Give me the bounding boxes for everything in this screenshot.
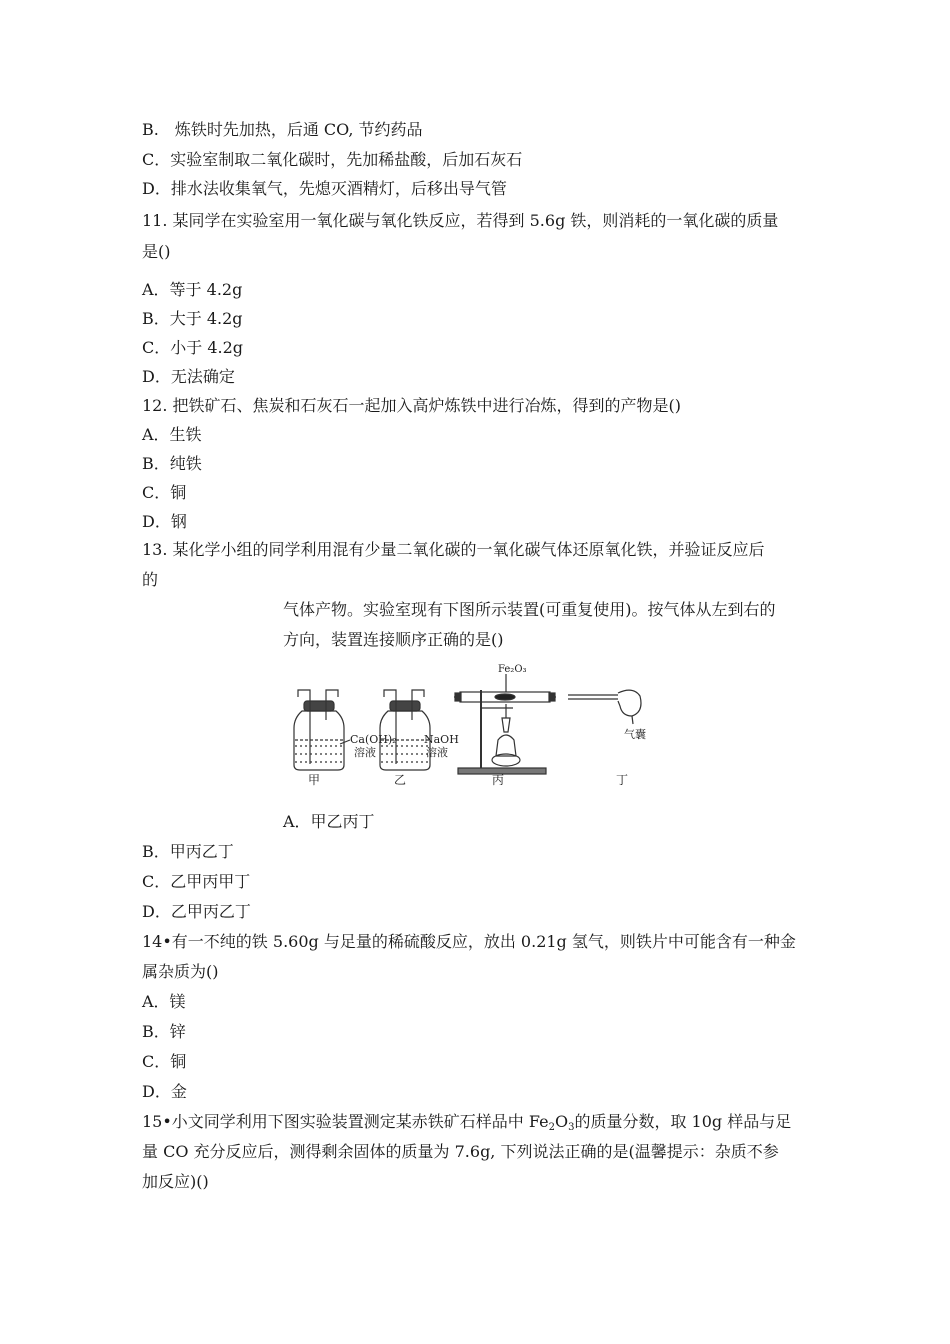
bottle-yi [380,690,430,770]
option-b-q10: B. 炼铁时先加热，后通 CO, 节约药品 [142,120,423,139]
question-15-line-3: 加反应)() [142,1172,209,1191]
question-11-line-2: 是() [142,242,171,261]
option-a-q13: A．甲乙丙丁 [283,812,375,831]
q15-sub-1: 2 [548,1122,555,1133]
option-d-q10: D．排水法收集氧气，先熄灭酒精灯，后移出导气管 [142,179,507,198]
option-c-q14: C．铜 [142,1052,187,1071]
bing-reagent-label: Fe₂O₃ [498,664,527,675]
question-14-line-2: 属杂质为() [142,962,219,981]
q15-text-pre: 15•小文同学利用下图实验装置测定某赤铁矿石样品中 Fe [142,1112,549,1131]
apparatus-figure [288,660,668,795]
question-15-line-2: 量 CO 充分反应后，测得剩余固体的质量为 7.6g, 下列说法正确的是(温馨提示：杂质不参 [142,1142,779,1161]
option-b-q12: B．纯铁 [142,454,202,473]
label-jia: 甲 [308,773,321,787]
question-14-line-1: 14•有一不纯的铁 5.60g 与足量的稀硫酸反应，放出 0.21g 氢气，则铁片中可能含有一种金 [142,932,796,951]
jia-solution-label-1: Ca(OH)₂ [350,733,397,746]
question-13-line-2: 的 [142,570,159,589]
yi-solution-label-2: 溶液 [426,746,448,759]
bottle-jia [294,690,350,770]
ding-bag-label: 气囊 [624,728,646,741]
option-d-q12: D．钢 [142,512,187,531]
q15-text-mid: O [554,1112,569,1131]
question-13-line-3: 气体产物。实验室现有下图所示装置(可重复使用)。按气体从左到右的 [283,600,776,619]
option-c-q12: C．铜 [142,483,187,502]
option-d-q14: D．金 [142,1082,187,1101]
option-d-q13: D．乙甲丙乙丁 [142,902,251,921]
option-a-q11: A．等于 4.2g [142,280,243,299]
apparatus-bing [454,674,556,774]
question-15-line-1 [142,1112,791,1132]
option-c-q13: C．乙甲丙甲丁 [142,872,251,891]
yi-solution-label-1: NaOH [424,733,459,746]
label-bing: 丙 [492,773,505,787]
question-13-line-1: 13. 某化学小组的同学利用混有少量二氧化碳的一氧化碳气体还原氧化铁，并验证反应后 [142,540,765,559]
question-12: 12. 把铁矿石、焦炭和石灰石一起加入高炉炼铁中进行冶炼，得到的产物是() [142,396,682,415]
option-b-q14: B．锌 [142,1022,186,1041]
question-11-line-1: 11. 某同学在实验室用一氧化碳与氧化铁反应，若得到 5.6g 铁，则消耗的一氧化碳的质量 [142,211,779,230]
q15-text-post: 的质量分数，取 10g 样品与足 [574,1112,792,1131]
label-yi: 乙 [394,773,407,787]
gas-bag-ding [568,690,641,724]
option-a-q14: A．镁 [142,992,186,1011]
option-b-q11: B．大于 4.2g [142,309,243,328]
label-ding: 丁 [616,773,629,787]
question-13-line-4: 方向，装置连接顺序正确的是() [283,630,504,649]
option-d-q11: D．无法确定 [142,367,235,386]
option-a-q12: A．生铁 [142,425,202,444]
option-b-q13: B．甲丙乙丁 [142,842,234,861]
option-c-q11: C．小于 4.2g [142,338,244,357]
q15-sub-2: 3 [568,1122,575,1133]
jia-solution-label-2: 溶液 [354,746,376,759]
option-c-q10: C．实验室制取二氧化碳时，先加稀盐酸，后加石灰石 [142,150,523,169]
